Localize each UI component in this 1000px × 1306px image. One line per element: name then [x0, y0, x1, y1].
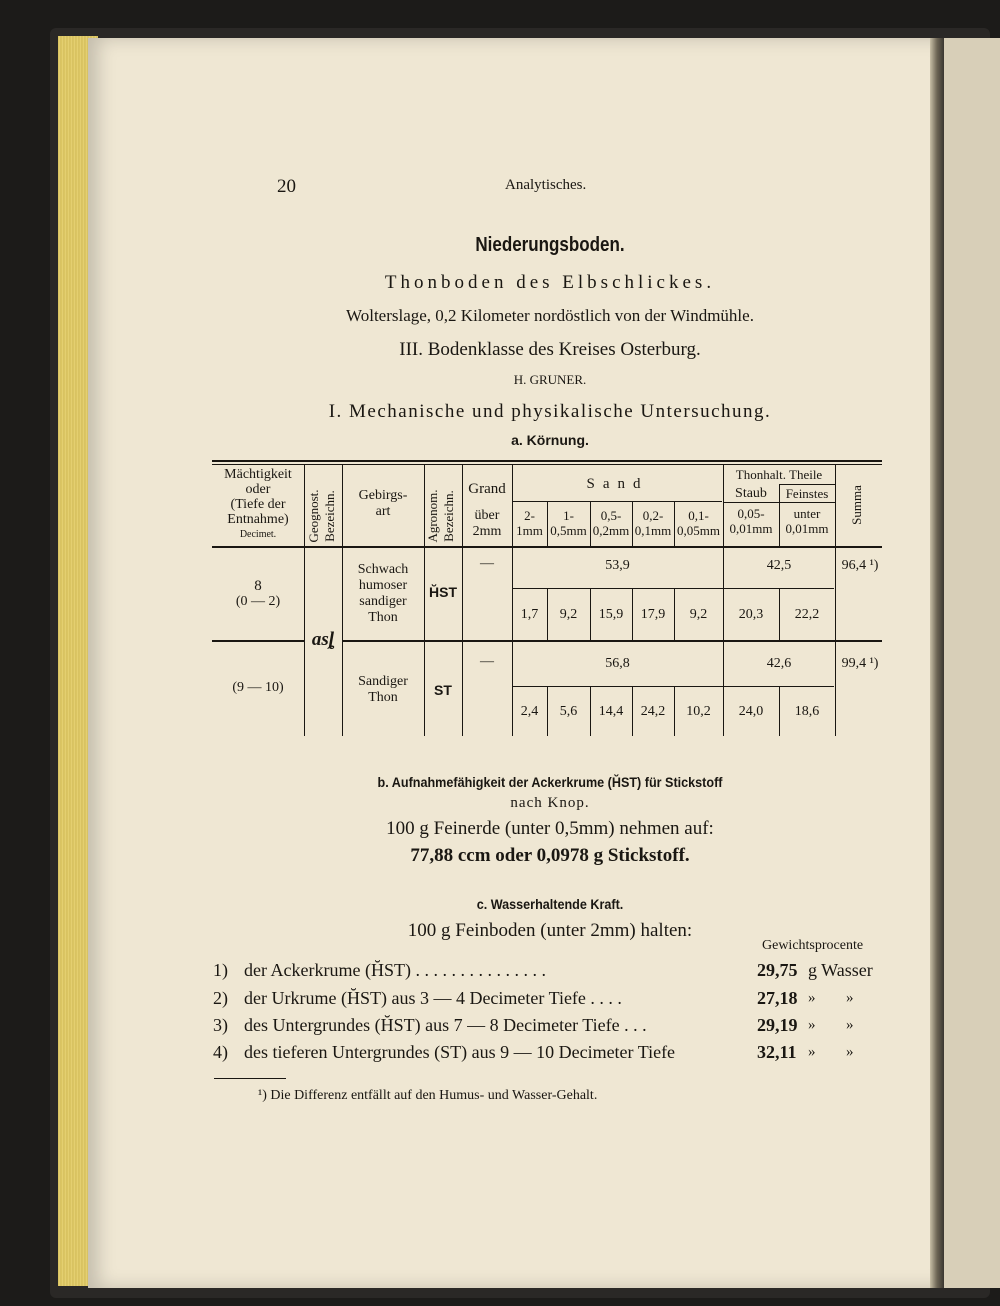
list-item-text: des tieferen Untergrundes (ST) aus 9 — 10 Decimeter Tiefe: [244, 1042, 676, 1062]
row2-agronom: ST: [434, 682, 452, 698]
row1-grand: —: [480, 556, 494, 571]
feinstes-sub-label: 0,01mm: [785, 521, 829, 536]
col-rule: [462, 464, 463, 736]
gebirgsart-line: Thon: [368, 690, 398, 705]
header-gebirgsart-line: art: [375, 504, 391, 519]
row1-sand-value: 9,2: [559, 607, 578, 622]
row2-gebirgsart: [342, 674, 424, 706]
row2-sand-value: 24,2: [640, 704, 666, 719]
staub-sub-label: 0,05-: [737, 506, 765, 521]
gebirgsart-line: sandiger: [359, 594, 407, 609]
row1-sand-value: 9,2: [689, 607, 708, 622]
section-b-sub: nach Knop.: [510, 795, 590, 811]
footnote: ¹) Die Differenz entfällt auf den Humus- und Wasser-Gehalt.: [258, 1088, 598, 1103]
sand-col-label: 0,05mm: [677, 523, 720, 538]
sand-sub-rule: [512, 501, 722, 502]
row1-sand-value: 1,7: [520, 607, 539, 622]
list-item-text: der Ackerkrume (H̆ST) . . . . . . . . . . . . . . .: [244, 960, 546, 980]
row1-depth: 8: [254, 578, 262, 594]
staub-sub-label: 0,01mm: [729, 521, 773, 536]
header-depth-line: (Tiefe der: [230, 497, 286, 512]
col-rule: [835, 464, 836, 736]
sand-col-label: 0,2mm: [592, 523, 630, 538]
list-item-value: 32,11: [757, 1042, 797, 1062]
header-feinstes-sub: [779, 506, 835, 536]
subtitle: Thonboden des Elbschlickes.: [384, 272, 716, 293]
sand-col-label: 0,5-: [600, 508, 622, 523]
header-depth: [212, 467, 304, 542]
gebirgsart-line: Schwach: [357, 562, 409, 577]
header-grand: Grand: [468, 481, 506, 497]
section-c-heading: c. Wasserhaltende Kraft.: [476, 896, 624, 912]
row1-agronom: H̆ST: [429, 584, 457, 600]
list-item-text: des Untergrundes (H̆ST) aus 7 — 8 Decimeter Tiefe . . .: [244, 1015, 647, 1035]
footnote-rule: [214, 1078, 286, 1079]
row1-gebirgsart: [342, 562, 424, 626]
list-item-value: 29,75: [757, 960, 798, 980]
header-depth-line: Mächtigkeit: [224, 467, 292, 482]
page-title: Niederungsboden.: [475, 234, 625, 256]
list-item-unit: »: [808, 1044, 816, 1060]
header-sand: Sand: [586, 476, 649, 492]
header-gebirgsart: [342, 488, 424, 520]
row2-depth-range: (9 — 10): [232, 680, 284, 695]
page-number: 20: [277, 176, 296, 197]
facing-page: [940, 38, 1000, 1288]
row2-sand-value: 5,6: [559, 704, 578, 719]
sand-col-label: 1mm: [516, 523, 543, 538]
gebirgsart-line: humoser: [358, 578, 408, 593]
header-geognost: Geognost. Bezeichn.: [306, 489, 337, 543]
header-depth-line: oder: [245, 482, 271, 497]
list-item-unit: »: [808, 990, 816, 1006]
header-grand-sub-line: über: [474, 508, 500, 523]
feinstes-sub-label: unter: [793, 506, 821, 521]
header-grand-sub: [462, 508, 512, 540]
row1-bottom-right: [342, 640, 882, 642]
header-summa: Summa: [849, 485, 864, 525]
row1-depth-range: (0 — 2): [235, 594, 281, 609]
row2-grand: —: [480, 654, 494, 669]
gebirgsart-line: Thon: [368, 610, 398, 625]
header-agronom: Agronom. Bezeichn.: [425, 489, 456, 543]
header-feinstes: Feinstes: [785, 486, 829, 501]
row1-split-rule: [512, 588, 834, 589]
geognost-value: asȴ: [311, 629, 335, 650]
row1-sand-value: 15,9: [598, 607, 624, 622]
list-item-value: 29,19: [757, 1015, 798, 1035]
row2-thon-value: 18,6: [794, 704, 820, 719]
row1-thon-total: 42,5: [766, 558, 792, 573]
row2-split-rule: [512, 686, 834, 687]
section-b-line2: 77,88 ccm oder 0,0978 g Stickstoff.: [410, 845, 690, 866]
running-title: Analytisches.: [505, 177, 587, 193]
thon-sub-rule-2: [724, 502, 836, 503]
header-staub: Staub: [735, 486, 767, 501]
location-line: Wolterslage, 0,2 Kilometer nordöstlich von der Windmühle.: [346, 306, 754, 325]
header-staub-sub: [723, 506, 779, 536]
section-c-line1: 100 g Feinboden (unter 2mm) halten:: [407, 920, 693, 941]
list-item-text: der Urkrume (H̆ST) aus 3 — 4 Decimeter Tiefe . . . .: [244, 988, 622, 1008]
header-grand-sub-line: 2mm: [472, 524, 502, 539]
list-item-unit: »: [808, 1017, 816, 1033]
header-sand-col: [512, 508, 547, 538]
list-item-number: 3): [213, 1015, 228, 1035]
sand-col-label: 0,2-: [642, 508, 664, 523]
list-item-number: 4): [213, 1042, 228, 1062]
section-b-line1: 100 g Feinerde (unter 0,5mm) nehmen auf:: [386, 818, 714, 839]
row2-thon-total: 42,6: [766, 656, 792, 671]
list-item-value: 27,18: [757, 988, 798, 1008]
header-depth-line: Entnahme): [227, 512, 289, 527]
row1-bottom-left: [212, 640, 304, 642]
header-depth-unit: Decimet.: [239, 529, 277, 540]
header-gebirgsart-line: Gebirgs-: [358, 488, 408, 503]
gebirgsart-line: Sandiger: [358, 674, 408, 689]
row1-thon-value: 20,3: [738, 607, 764, 622]
list-item-unit: g Wasser: [808, 960, 873, 980]
list-item-number: 1): [213, 960, 228, 980]
section-a-heading: a. Körnung.: [511, 432, 589, 448]
list-item-number: 2): [213, 988, 228, 1008]
row2-sand-value: 14,4: [598, 704, 624, 719]
list-item-ditto: »: [846, 1017, 854, 1033]
row1-thon-value: 22,2: [794, 607, 820, 622]
soil-class: III. Bodenklasse des Kreises Osterburg.: [399, 339, 701, 360]
thon-sub-rule: [780, 484, 836, 485]
row1-summa: 96,4 ¹): [841, 558, 879, 573]
row2-sand-total: 56,8: [605, 656, 630, 671]
header-sand-col: [632, 508, 674, 538]
table-top-rule-2: [212, 464, 882, 465]
col-rule: [723, 464, 724, 736]
sand-col-label: 0,1mm: [634, 523, 672, 538]
sand-col-label: 0,5mm: [550, 523, 587, 538]
author: H. GRUNER.: [513, 372, 587, 387]
row2-thon-value: 24,0: [738, 704, 764, 719]
section-b-heading: b. Aufnahmefähigkeit der Ackerkrume (H̆ST) für Stickstoff: [377, 774, 723, 790]
table-top-rule: [212, 460, 882, 462]
section-c-col-header: Gewichtsprocente: [762, 938, 864, 953]
header-sand-col: [674, 508, 723, 538]
row2-sand-value: 10,2: [686, 704, 711, 719]
book-gutter: [930, 38, 944, 1288]
list-item-ditto: »: [846, 990, 854, 1006]
header-sand-col: [547, 508, 590, 538]
row1-sand-total: 53,9: [605, 558, 630, 573]
col-rule: [304, 464, 305, 736]
header-thon: Thonhalt. Theile: [735, 467, 823, 482]
section-1-heading: I. Mechanische und physikalische Untersuchung.: [328, 401, 772, 422]
sand-col-label: 0,1-: [688, 508, 709, 523]
sand-col-label: 2-: [524, 508, 535, 523]
row2-summa: 99,4 ¹): [841, 656, 879, 671]
row2-sand-value: 2,4: [520, 704, 539, 719]
row1-sand-value: 17,9: [640, 607, 666, 622]
sand-col-label: 1-: [563, 508, 574, 523]
col-rule: [512, 464, 513, 736]
header-sand-col: [590, 508, 632, 538]
list-item-ditto: »: [846, 1044, 854, 1060]
